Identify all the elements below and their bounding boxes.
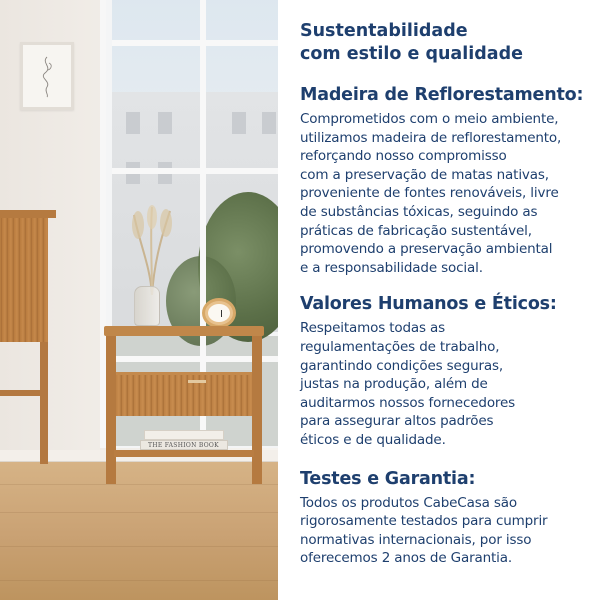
body-line: reforçando nosso compromisso: [300, 148, 507, 165]
body-line: auditarmos nossos fornecedores: [300, 394, 516, 411]
body-line: rigorosamente testados para cumprir: [300, 513, 548, 530]
body-line: Todos os produtos CabeCasa são: [300, 494, 517, 511]
nightstand-drawer: [116, 372, 252, 416]
section-human-values: [300, 293, 596, 449]
section-body: [300, 319, 596, 449]
section-body: [300, 110, 596, 277]
page-title: [300, 20, 596, 66]
body-line: práticas de fabricação sustentável,: [300, 222, 532, 239]
line-art-icon: [31, 53, 63, 99]
section-tests-warranty: [300, 468, 596, 568]
section-heading: Testes e Garantia:: [300, 468, 476, 489]
pampas-grass-icon: [130, 205, 174, 295]
body-line: Respeitamos todas as: [300, 320, 446, 337]
body-line: de substâncias tóxicas, seguindo as: [300, 203, 538, 220]
product-photo: [0, 0, 278, 600]
section-reforestation: [300, 84, 596, 277]
body-line: com a preservação de matas nativas,: [300, 166, 549, 183]
body-line: utilizamos madeira de reflorestamento,: [300, 129, 562, 146]
body-line: proveniente de fontes renováveis, livre: [300, 185, 559, 202]
section-body: [300, 494, 596, 568]
section-heading: Valores Humanos e Éticos:: [300, 294, 557, 315]
body-line: para assegurar altos padrões: [300, 413, 494, 430]
nightstand-shelf: [114, 450, 254, 457]
wall-art-frame: [20, 42, 74, 110]
body-line: éticos e de qualidade.: [300, 431, 446, 448]
body-line: regulamentações de trabalho,: [300, 338, 500, 355]
body-line: oferecemos 2 anos de Garantia.: [300, 550, 513, 567]
book: [144, 430, 224, 440]
nightstand: [104, 326, 264, 484]
desk-clock-icon: [202, 298, 236, 328]
glass-vase: [134, 286, 160, 326]
drawer-handle: [188, 380, 206, 383]
body-line: normativas internacionais, por isso: [300, 531, 532, 548]
body-line: Comprometidos com o meio ambiente,: [300, 111, 559, 127]
body-line: e a responsabilidade social.: [300, 259, 483, 276]
title-line: Sustentabilidade: [300, 21, 468, 41]
body-line: justas na produção, além de: [300, 376, 488, 393]
book-spine-text: THE FASHION BOOK: [148, 442, 219, 449]
section-heading: Madeira de Reflorestamento:: [300, 85, 584, 105]
body-line: garantindo condições seguras,: [300, 357, 504, 374]
side-cabinet: [0, 210, 56, 464]
body-line: promovendo a preservação ambiental: [300, 241, 553, 258]
title-line: com estilo e qualidade: [300, 44, 523, 64]
text-panel: [300, 20, 596, 568]
